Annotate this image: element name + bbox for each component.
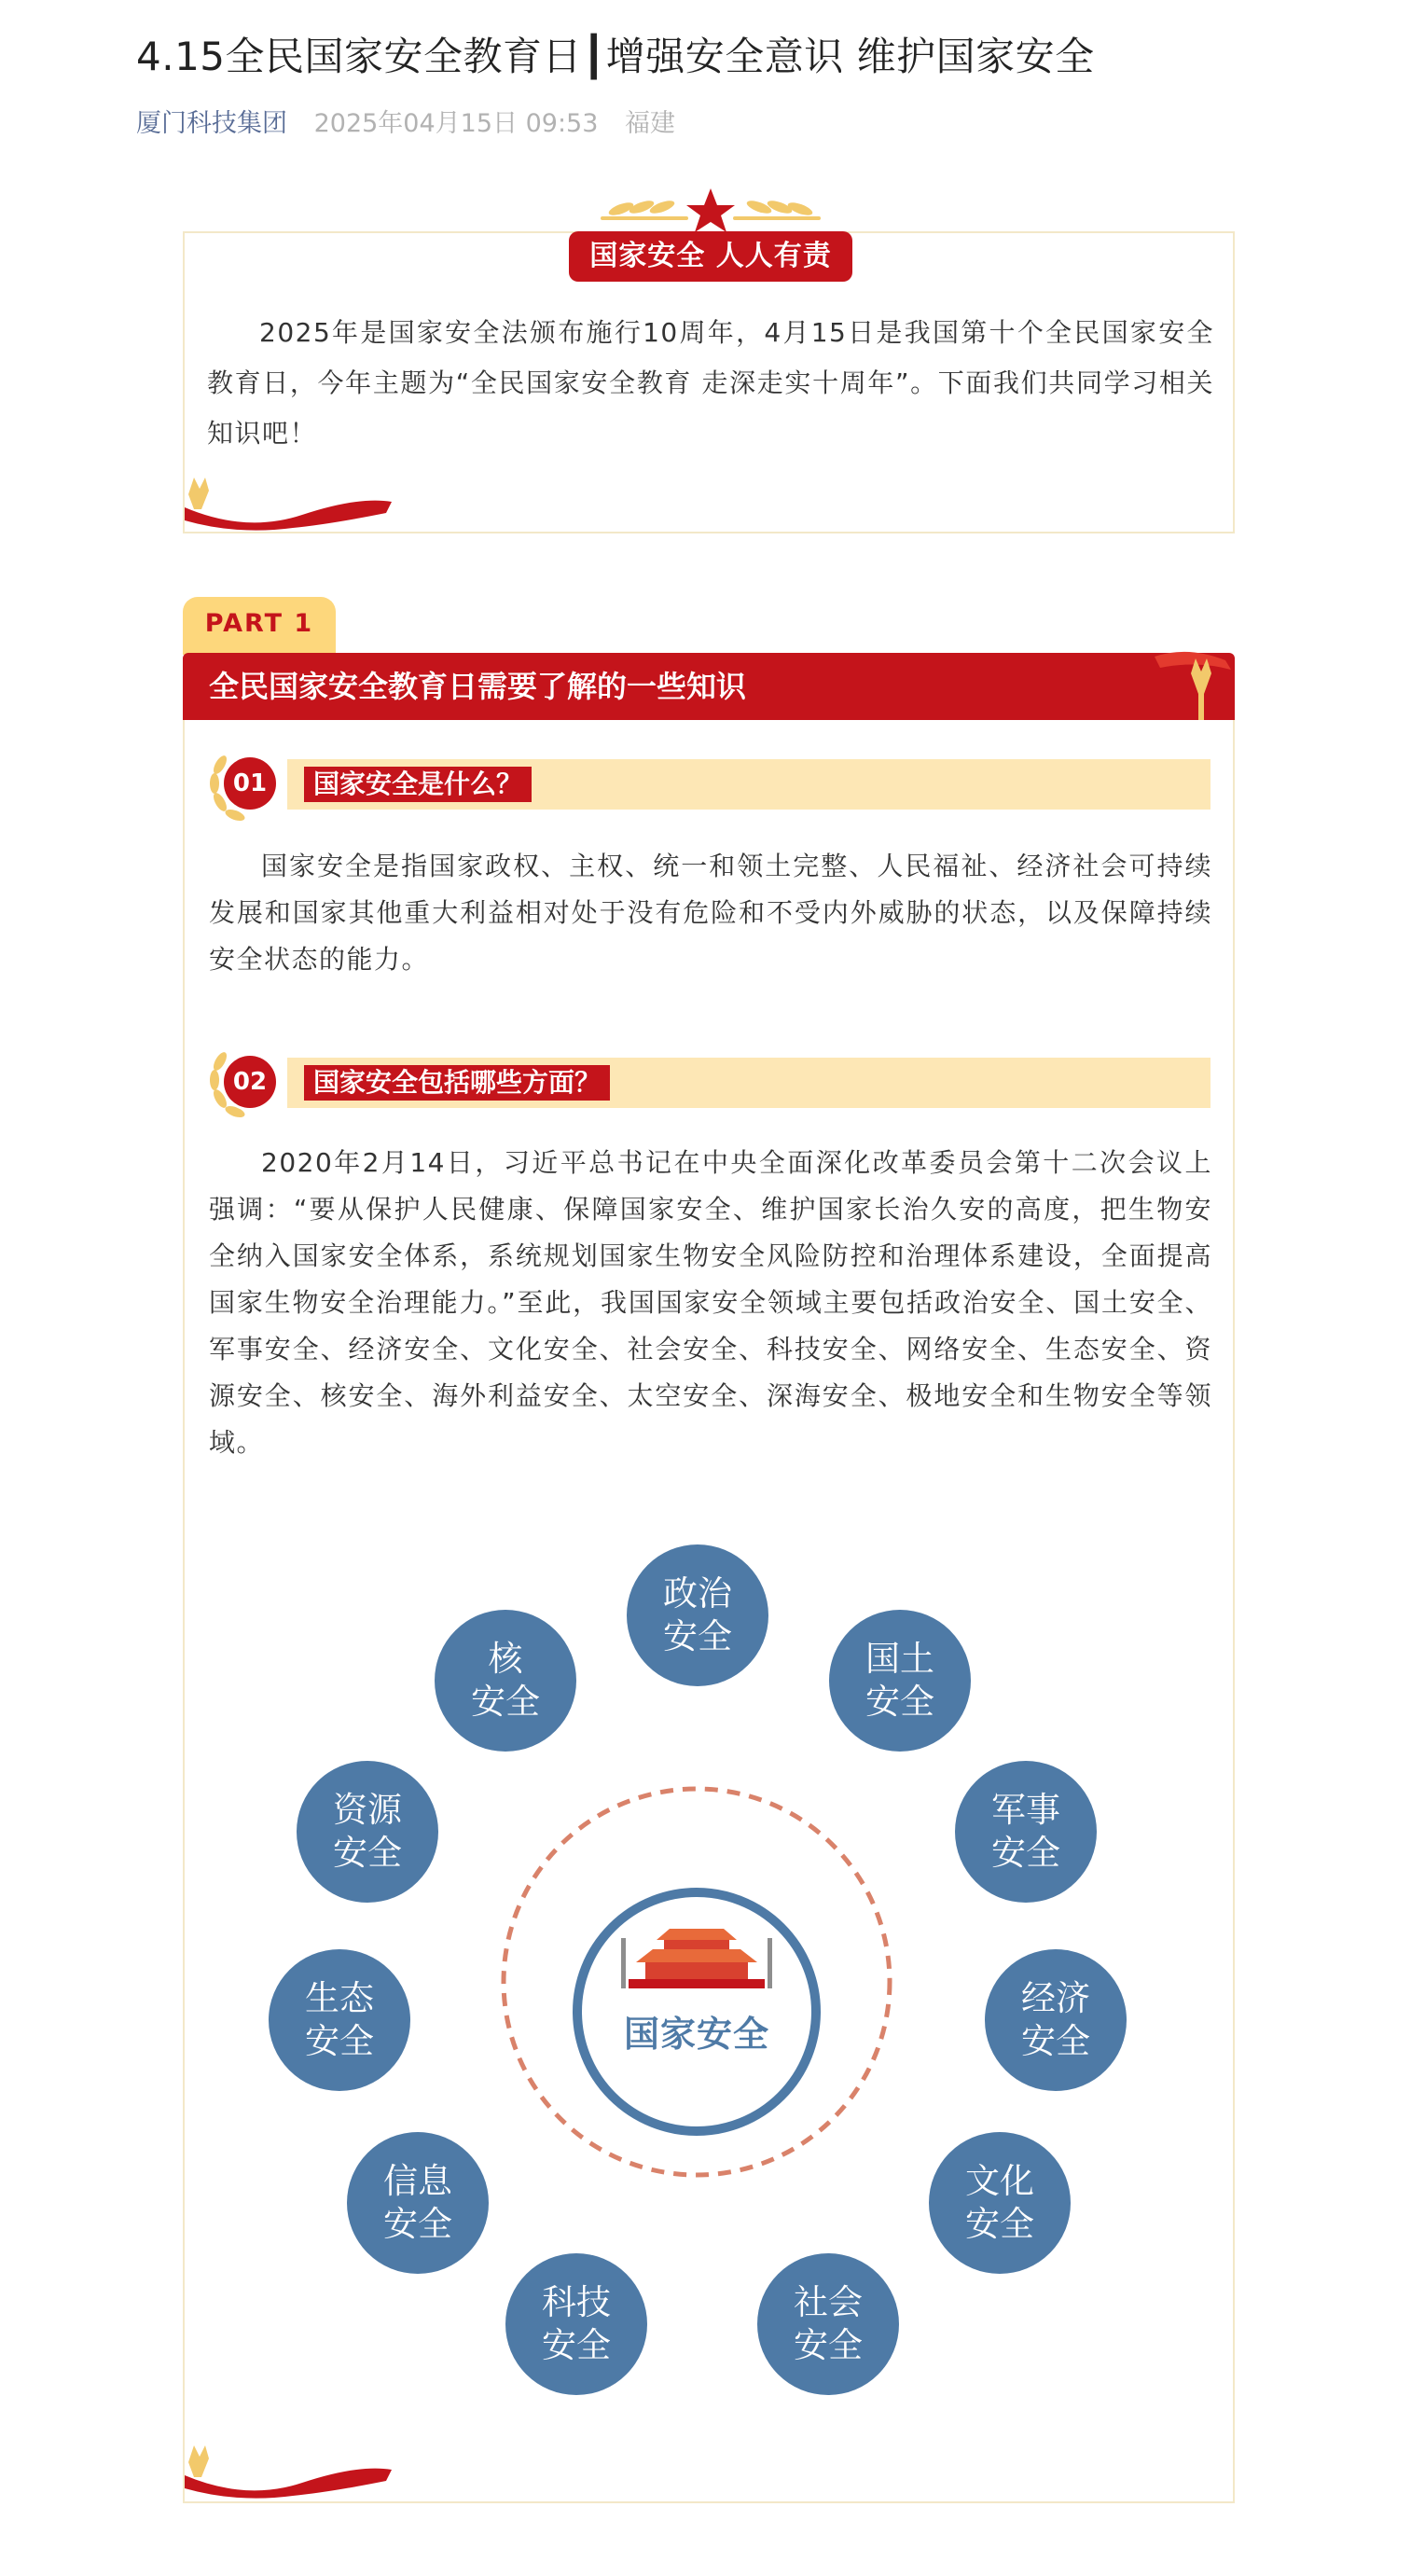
node-technology-security: 科技 安全	[505, 2253, 647, 2395]
node-military-security: 军事 安全	[955, 1761, 1097, 1903]
section-01-paragraph: 国家安全是指国家政权、主权、统一和领土完整、人民福祉、经济社会可持续发展和国家其他重大利益相对处于没有危险和不受内外威胁的状态，以及保障持续安全状态的能力。	[209, 851, 1212, 975]
node-social-security: 社会 安全	[757, 2253, 899, 2395]
node-cultural-security: 文化 安全	[929, 2132, 1071, 2274]
wheat-star-ornament-icon	[593, 185, 828, 235]
article-title: 4.15全民国家安全教育日┃增强安全意识 维护国家安全	[136, 34, 1095, 79]
node-territorial-security: 国土 安全	[829, 1610, 971, 1752]
ribbon-decoration-bottom-icon	[181, 2436, 395, 2503]
author-link[interactable]: 厦门科技集团	[136, 109, 287, 138]
node-political-security: 政治 安全	[627, 1544, 768, 1686]
node-ecological-security: 生态 安全	[269, 1949, 410, 2091]
intro-badge: 国家安全 人人有责	[569, 231, 852, 282]
tiananmen-icon	[619, 1919, 774, 1994]
node-information-security: 信息 安全	[347, 2132, 489, 2274]
node-nuclear-security: 核 安全	[435, 1610, 576, 1752]
section-01-heading: 国家安全是什么？	[304, 767, 532, 802]
section-02-heading: 国家安全包括哪些方面？	[304, 1065, 610, 1101]
part-tab: PART 1	[183, 597, 336, 655]
part-title: 全民国家安全教育日需要了解的一些知识	[209, 669, 747, 704]
publish-location: 福建	[625, 109, 676, 138]
center-label: 国家安全	[623, 2014, 769, 2055]
node-economic-security: 经济 安全	[985, 1949, 1127, 2091]
intro-paragraph: 2025年是国家安全法颁布施行10周年，4月15日是我国第十个全民国家安全教育日，今年主题为“全民国家安全教育 走深走实十周年”。下面我们共同学习相关知识吧！	[207, 317, 1214, 449]
section-02-number: 02	[224, 1056, 276, 1108]
section-01-number: 01	[224, 757, 276, 810]
section-02-paragraph: 2020年2月14日，习近平总书记在中央全面深化改革委员会第十二次会议上强调：“要从保护人民健康、保障国家安全、维护国家长治久安的高度，把生物安全纳入国家安全体系，系统规划国家生物安全风险防控和治理体系建设，全面提高国家生物安全治理能力。”至此，我国国家安全领域主要包括政治安全、国土安全、军事安全、经济安全、文化安全、社会安全、科技安全、网络安全、生态安全、资源安全、核安全、海外利益安全、太空安全、深海安全、极地安全和生物安全等领域。	[209, 1147, 1212, 1458]
node-resource-security: 资源 安全	[297, 1761, 438, 1903]
ribbon-torch-decoration-icon	[1151, 642, 1237, 722]
ribbon-decoration-icon	[181, 468, 395, 535]
article-meta	[136, 103, 675, 139]
publish-time: 2025年04月15日 09:53	[313, 109, 599, 138]
